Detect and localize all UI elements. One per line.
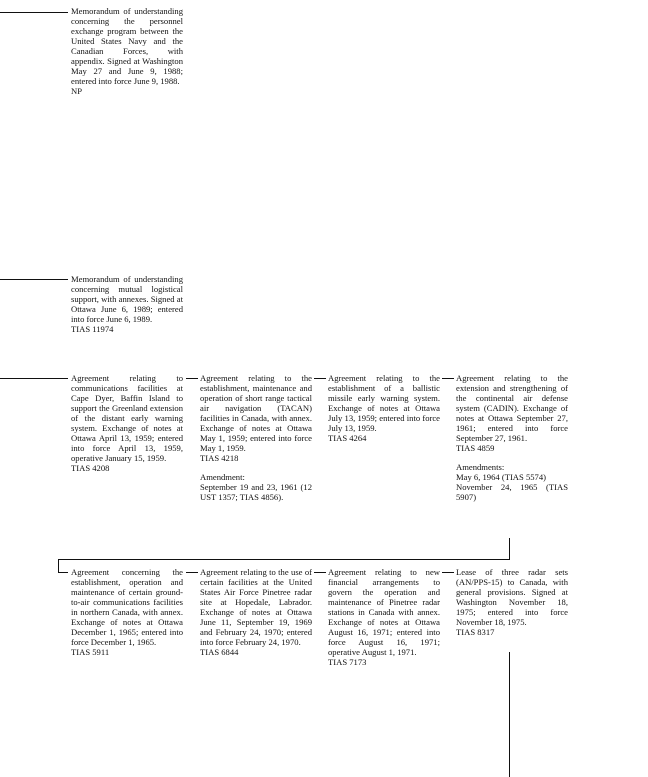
bracket-horizontal [58, 559, 510, 560]
connector-line-e6 [442, 378, 454, 379]
amendment-item: November 24, 1965 (TIAS 5907) [456, 482, 568, 502]
entry-citation: TIAS 7173 [328, 657, 367, 667]
entry-body: Agreement relating to the extension and strengthening of the continental air defense system (CADIN). Exchange of notes at Ottawa September 27, 1961; entered into force September 27, 1961. [456, 373, 568, 443]
entry-body: Agreement concerning the establishment, operation and maintenance of certain ground-to-air communications facilities in northern Canada, with annex. Exchange of notes at Ottawa December 1, 1965; entered into force December 1, 1965. [71, 567, 183, 647]
connector-line-e3 [0, 378, 68, 379]
entry-hopedale [200, 567, 312, 657]
entry-tacan [200, 373, 312, 502]
entry-citation: TIAS 6844 [200, 647, 239, 657]
connector-line-e2 [0, 279, 68, 280]
entry-citation: TIAS 4264 [328, 433, 367, 443]
entry-logistical-support [71, 274, 183, 334]
entry-citation: TIAS 8317 [456, 627, 495, 637]
entry-citation: TIAS 11974 [71, 324, 114, 334]
entry-cadin [456, 373, 568, 502]
amendment-item: September 19 and 23, 1961 (12 UST 1357; TIAS 4856). [200, 482, 312, 502]
entry-body: Agreement relating to the establishment of a ballistic missile early warning system. Exchange of notes at Ottawa July 13, 1959; entered into force July 13, 1959. [328, 373, 440, 433]
entry-citation: TIAS 4218 [200, 453, 239, 463]
entry-body: Agreement relating to new financial arrangements to govern the operation and maintenance of Pinetree radar stations in Canada with annex. Exchange of notes at Ottawa August 16, 1971; entered into force August 16, 1971; operative August 1, 1971. [328, 567, 440, 657]
entry-body: Agreement relating to the use of certain facilities at the United States Air Force Pinetree radar site at Hopedale, Labrador. Exchange of notes at Ottawa June 11, September 19, 1969 and February 24, 1970; entered into force February 24, 1970. [200, 567, 312, 647]
connector-line-e5 [314, 378, 326, 379]
amendment-label: Amendment: [200, 472, 245, 482]
entry-ballistic-missile [328, 373, 440, 443]
entry-citation: TIAS 4859 [456, 443, 495, 453]
entry-body: Memorandum of understanding concerning mutual logistical support, with annexes. Signed at Ottawa June 6, 1989; entered into force June 6, 1989. [71, 274, 183, 324]
bracket-right-vertical [509, 538, 510, 559]
entry-body: Lease of three radar sets (AN/PPS-15) to Canada, with general provisions. Signed at Washington November 18, 1975; entered into force November 18, 1975. [456, 567, 568, 627]
connector-line-e9 [314, 572, 326, 573]
amendment-label: Amendments: [456, 462, 505, 472]
entry-ground-to-air [71, 567, 183, 657]
entry-citation: NP [71, 86, 82, 96]
entry-body: Agreement relating to communications facilities at Cape Dyer, Baffin Island to support the Greenland extension of the distant early warning system. Exchange of notes at Ottawa April 13, 1959; entered into force April 13, 1959, operative January 15, 1959. [71, 373, 183, 463]
entry-personnel-exchange [71, 6, 183, 96]
entry-body: Memorandum of understanding concerning the personnel exchange program between the United States Navy and the Canadian Forces, with appendix. Signed at Washington May 27 and June 9, 1988; entered into force June 9, 1988. [71, 6, 183, 86]
connector-line-e10 [442, 572, 454, 573]
entry-cape-dyer [71, 373, 183, 473]
connector-line-e7 [58, 572, 68, 573]
bottom-vertical-line [509, 652, 510, 777]
entry-body: Agreement relating to the establishment, maintenance and operation of short range tactical air navigation (TACAN) facilities in Canada, with annex. Exchange of notes at Ottawa May 1, 1959; entered into force May 1, 1959. [200, 373, 312, 453]
entry-citation: TIAS 5911 [71, 647, 110, 657]
connector-line-e1 [0, 12, 68, 13]
entry-citation: TIAS 4208 [71, 463, 110, 473]
bracket-left-vertical [58, 559, 59, 573]
connector-line-e4 [186, 378, 198, 379]
entry-radar-lease [456, 567, 568, 637]
amendment-item: May 6, 1964 (TIAS 5574) [456, 472, 546, 482]
entry-pinetree [328, 567, 440, 667]
connector-line-e8 [186, 572, 198, 573]
